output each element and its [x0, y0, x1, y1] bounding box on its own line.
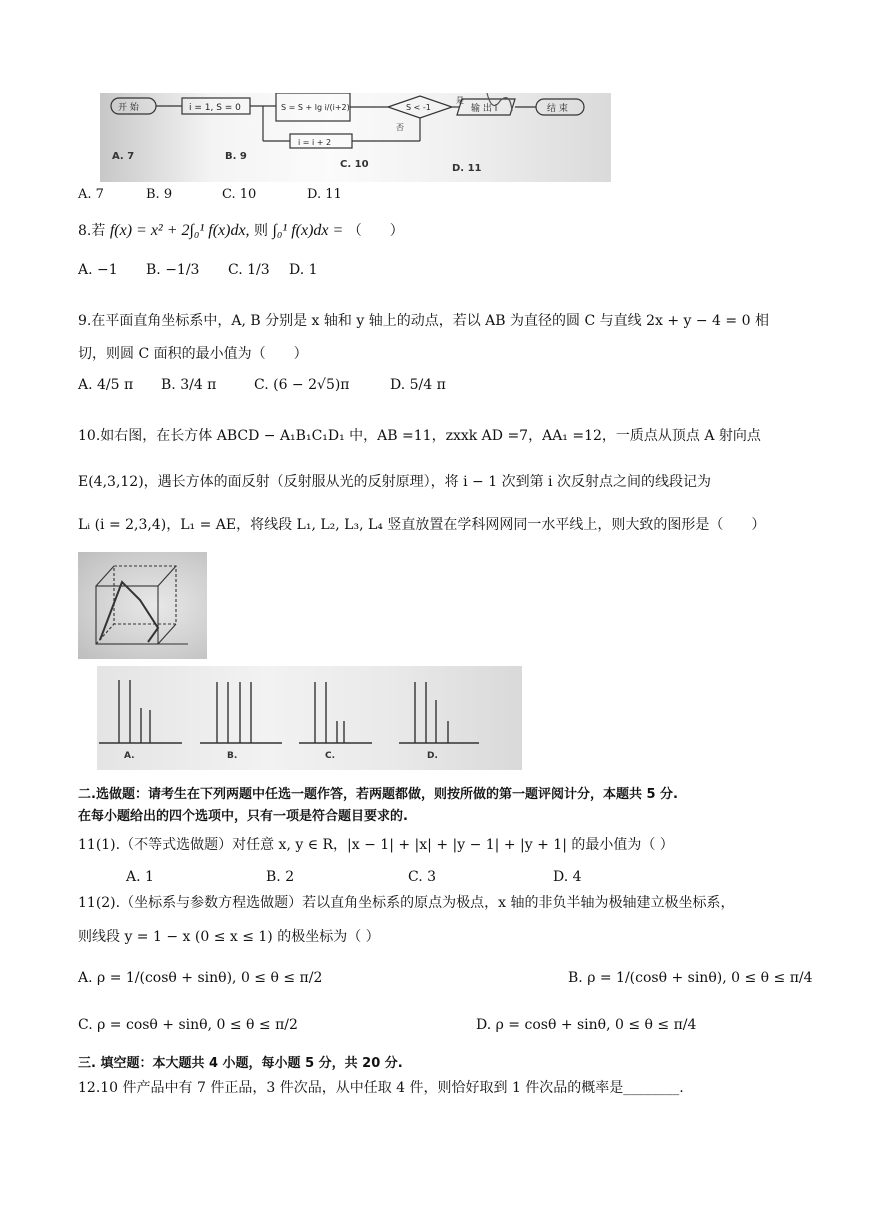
q9-option-d: D. 5/4 π: [390, 377, 446, 393]
segments-figure: [97, 666, 522, 770]
cuboid-svg: [78, 552, 207, 659]
seg-option-a: A.: [124, 751, 135, 761]
q11-2-option-a: A. ρ = 1/(cosθ + sinθ), 0 ≤ θ ≤ π/2: [78, 970, 323, 986]
q7-option-d: D. 11: [307, 187, 342, 202]
section3-title: 三. 填空题：本大题共 4 小题，每小题 5 分，共 20 分.: [78, 1056, 403, 1071]
flow-no-label: 否: [396, 123, 404, 132]
flow-option-a: A. 7: [112, 151, 135, 162]
q8-option-c: C. 1/3: [228, 262, 270, 278]
flow-option-b: B. 9: [225, 151, 247, 162]
q11-1-option-b: B. 2: [266, 869, 295, 885]
q7-option-b: B. 9: [146, 187, 173, 202]
q10-line1: 10.如右图，在长方体 ABCD − A₁B₁C₁D₁ 中，AB =11，zxxk AD =7，AA₁ =12，一质点从顶点 A 射向点: [78, 428, 761, 444]
q8-prefix: 若: [91, 223, 106, 239]
q12-text: 12.10 件产品中有 7 件正品，3 件次品，从中任取 4 件，则恰好取到 1 件次品的概率是________.: [78, 1080, 684, 1096]
q8-mid: 则: [254, 223, 269, 239]
flow-update-label: S = S + lg i/(i+2): [281, 103, 350, 112]
q8-formula: f(x) = x² + 2∫₀¹ f(x)dx,: [109, 222, 250, 239]
q8-option-d: D. 1: [289, 262, 318, 278]
q8-stem: [78, 220, 404, 240]
q11-2-line1: 11(2).（坐标系与参数方程选做题）若以直角坐标系的原点为极点，x 轴的非负半轴为极轴建立极坐标系，: [78, 895, 735, 911]
flow-condition-label: S < -1: [406, 103, 431, 112]
q11-1-option-d: D. 4: [553, 869, 582, 885]
q9-line2: 切，则圆 C 面积的最小值为（ ）: [78, 346, 308, 362]
q10-line2: E(4,3,12)，遇长方体的面反射（反射服从光的反射原理），将 i − 1 次到第 i 次反射点之间的线段记为: [78, 474, 711, 490]
flow-option-c: C. 10: [340, 159, 369, 170]
flowchart-image: [100, 93, 611, 182]
q11-1-line: 11(1).（不等式选做题）对任意 x, y ∈ R，|x − 1| + |x| + |y − 1| + |y + 1| 的最小值为（ ）: [78, 837, 674, 853]
q9-option-c: C. (6 − 2√5)π: [254, 377, 350, 393]
q9-line1: 9.在平面直角坐标系中，A, B 分别是 x 轴和 y 轴上的动点，若以 AB 为直径的圆 C 与直线 2x + y − 4 = 0 相: [78, 313, 769, 329]
section2-line1: 二.选做题：请考生在下列两题中任选一题作答，若两题都做，则按所做的第一题评阅计分，本题共 5 分.: [78, 787, 678, 802]
flow-output-label: 输 出 i: [471, 104, 498, 114]
q8-option-a: A. −1: [78, 262, 118, 278]
cuboid-figure: [78, 552, 207, 659]
flow-yes-label: 是: [456, 96, 464, 105]
seg-option-c: C.: [325, 751, 336, 761]
q11-2-option-b: B. ρ = 1/(cosθ + sinθ), 0 ≤ θ ≤ π/4: [568, 970, 813, 986]
flow-increment-label: i = i + 2: [298, 138, 332, 147]
q8-number: 8.: [78, 223, 92, 239]
q9-option-a: A. 4/5 π: [78, 377, 134, 393]
q11-2-option-c: C. ρ = cosθ + sinθ, 0 ≤ θ ≤ π/2: [78, 1017, 298, 1033]
q10-line3: Lᵢ (i = 2,3,4)，L₁ = AE，将线段 L₁, L₂, L₃, L₄ 竖直放置在学科网网同一水平线上，则大致的图形是（ ）: [78, 517, 766, 533]
q7-option-a: A. 7: [78, 187, 104, 202]
flow-option-d: D. 11: [452, 163, 482, 174]
q9-option-b: B. 3/4 π: [161, 377, 217, 393]
flow-start-label: 开 始: [118, 103, 139, 113]
flow-init-label: i = 1, S = 0: [189, 103, 241, 113]
q11-2-line2: 则线段 y = 1 − x (0 ≤ x ≤ 1) 的极坐标为（ ）: [78, 929, 380, 945]
seg-option-b: B.: [227, 751, 238, 761]
flow-end-label: 结 束: [547, 104, 568, 114]
q7-option-c: C. 10: [222, 187, 257, 202]
segments-svg: [97, 666, 522, 770]
flowchart-svg: [100, 93, 611, 182]
q8-formula2: ∫₀¹ f(x)dx =: [272, 222, 344, 239]
seg-option-d: D.: [427, 751, 438, 761]
section2-line2: 在每小题给出的四个选项中，只有一项是符合题目要求的.: [78, 809, 408, 824]
q11-2-option-d: D. ρ = cosθ + sinθ, 0 ≤ θ ≤ π/4: [476, 1017, 697, 1033]
q11-1-option-c: C. 3: [408, 869, 437, 885]
q11-1-option-a: A. 1: [126, 869, 154, 885]
q8-option-b: B. −1/3: [146, 262, 200, 278]
q8-paren: （ ）: [347, 223, 404, 239]
